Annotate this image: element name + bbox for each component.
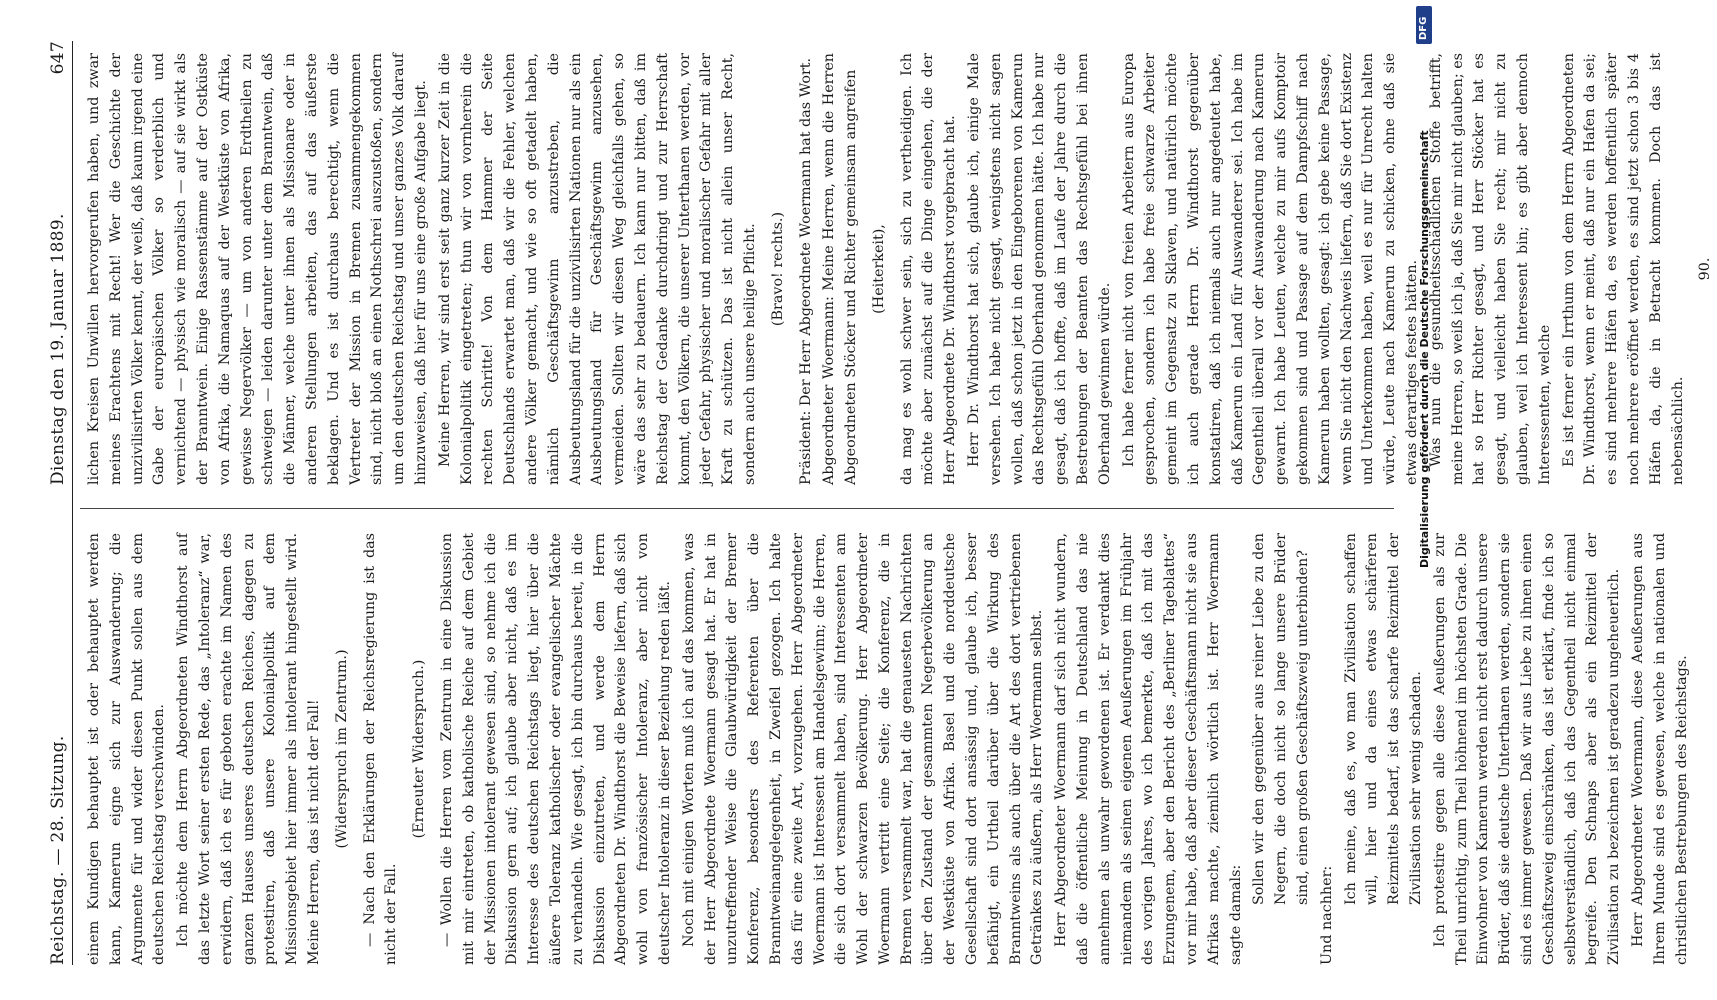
right-column-paragraph: (Bravo! rechts.) [769, 211, 786, 327]
right-column-paragraph: Es ist ferner ein Irrthum von dem Herrn Abgeordneten Dr. Windthorst, wenn er meint, daß nur ein Hafen da sei; es sind mehrere Häfen da, es werden hoffentlich später noch mehrere eröffnet werden, es sind jetzt schon 3 bis 4 Häfen da, die in Betracht kommen. Doch das ist nebensächlich. [1560, 53, 1686, 485]
right-column-paragraph: Ich habe ferner nicht von freien Arbeitern aus Europa gesprochen, sondern ich habe freie schwarze Arbeiter gemeint im Gegensatz zu Sklaven, und natürlich möchte ich auch gerade Herrn Dr. Windthorst gegenüber konstatiren, daß ich niemals auch nur angedeutet habe, daß Kamerun ein Land für Auswanderer sei. Ich habe im Gegentheil überall vor der Auswanderung nach Kamerun gewarnt. Ich habe Leuten, welche zu mir aufs Komptoir gekommen sind und Passage auf dem Dampfschiff nach Kamerun haben wollten, gesagt: ich gebe keine Passage, wenn Sie nicht den Nachweis liefern, daß Sie dort Existenz und Unterkommen haben, weil es nur für Unrecht halten würde, Leute nach Kamerun zu schicken, ohne daß sie etwas derartiges festes hätten. [1120, 53, 1421, 485]
right-column-paragraph: Herr Dr. Windthorst hat sich, glaube ich, einige Male versehen. Ich habe nicht gesagt, wenigstens nicht sagen wollen, daß schon jetzt in den Eingeborenen von Kamerun das Rechtsgefühl Oberhand genommen hätte. Ich habe nur gesagt, daß ich hoffte, daß im Laufe der Jahre durch die Bestrebungen der Beamten das Rechtsgefühl bei ihnen Oberhand gewinnen würde. [966, 53, 1113, 485]
left-column-paragraph: (Widerspruch im Zentrum.) [333, 649, 350, 849]
header-date: Dienstag den 19. Januar 1889. [48, 213, 68, 485]
right-column-paragraph: lichen Kreisen Unwillen hervorgerufen haben, und zwar meines Erachtens mit Recht! Wer die Geschichte der unzivilisirten Völker kennt, der weiß, daß kaum irgend eine Gabe der europäischen Völker so verderblich und vernichtend — physisch wie moralisch — auf sie wirkt als der Branntwein. Einige Rassenstämme auf der Ostküste von Afrika, die Namaquas auf der Westküste von Afrika, gewisse Negervölker — um von anderen Erdtheilen zu schweigen — leiden darunter unter dem Branntwein, daß die Männer, welche unter ihnen als Missionare oder in anderen Stellungen arbeiten, das auf das äußerste beklagen. Und es ist durchaus berechtigt, wenn die Vertreter der Mission in Bremen zusammengekommen sind, nicht bloß an einen Nothschrei auszustoßen, sondern um den deutschen Reichstag und unser ganzes Volk darauf hinzuweisen, daß hier für uns eine große Aufgabe liegt. [86, 53, 429, 485]
right-column-paragraph: Meine Herren, wir sind erst seit ganz kurzer Zeit in die Kolonialpolitik eingetreten; thun wir von vornherein die rechten Schritte! Von dem Hammer der Seite Deutschlands erwartet man, daß wir die Fehler, welchen andere Völker gemacht, und wie so oft getadelt haben, nämlich Geschäftsgewinn anzustreben, die Ausbeutungsland für die unzivilisirten Nationen nur als ein Ausbeutungsland für Geschäftsgewinn anzusehen, vermeiden. Sollten wir diesen Weg gleichfalls gehen, so wäre das sehr zu bedauern. Ich kann nur bitten, daß im Reichstag der Gedanke durchdringt und zur Herrschaft kommt, den Völkern, die unserer Unterthanen werden, vor jeder Gefahr, physischer und moralischer Gefahr mit aller Kraft zu schützen. Das ist nicht allein unser Recht, sondern auch unsere heilige Pflicht. [436, 53, 758, 485]
digitization-note [1418, 8, 1432, 568]
left-column-paragraph: Ich meine, daß es, wo man Zivilisation schaffen will, hier und da eines etwas schärferen Reizmittels bedarf, ist das scharfe Reizmittel der Zivilisation sehr wenig schaden. [1342, 533, 1425, 905]
right-column-paragraph: da mag es wohl schwer sein, sich zu vertheidigen. Ich möchte aber zunächst auf die Dinge eingehen, die der Herr Abgeordnete Dr. Windthorst vorgebracht hat. [898, 53, 959, 485]
footer-mark: 90. [1697, 257, 1714, 281]
page-header [38, 41, 73, 965]
digitization-note-text: Digitalisierung gefördert durch die Deutsche Forschungsgemeinschaft [1418, 130, 1431, 568]
left-column-paragraph: Und nachher: [1318, 865, 1335, 965]
left-column-paragraph: Herr Abgeordneter Woermann, diese Aeußerungen aus Ihrem Munde sind es gewesen, welche in nationalen und christlichen Bestrebungen des Reichstags. [1629, 533, 1690, 965]
left-column-paragraph: Ich möchte dem Herrn Abgeordneten Windthorst auf das letzte Wort seiner ersten Rede, das „Intoleranz“ war, erwidern, daß ich es für geboten erachte im Namen des ganzen Hauses unseres deutschen Reiches, dagegen zu protestiren, daß unsere Kolonialpolitik auf dem Missionsgebiet hier immer als intolerant hingestellt wird. Meine Herren, das ist nicht der Fall! [175, 533, 322, 965]
left-column-paragraph: — Wollen die Herren vom Zentrum in eine Diskussion mit mir eintreten, ob katholische Reiche auf dem Gebiet der Missionen intolerant gewesen sind, so nehme ich die Diskussion gern auf; ich glaube aber nicht, daß es im Interesse des deutschen Reichstags liegt, hier über die äußere Toleranz katholischer oder evangelischer Mächte zu verhandeln. Wie gesagt, ich bin durchaus bereit, in die Diskussion einzutreten, und werde dem Herrn Abgeordneten Dr. Windthorst die Beweise liefern, daß sich wohl von französischer Intoleranz, aber nicht von deutscher Intoleranz in dieser Beziehung reden läßt. [438, 533, 673, 965]
right-column-paragraph: (Heiterkeit), [870, 224, 887, 314]
column-divider [80, 508, 1394, 509]
page-number: 647 [48, 41, 68, 75]
left-column-paragraph: Noch mit einigen Worten muß ich auf das kommen, was der Herr Abgeordnete Woermann gesagt hat. Er hat in unzutreffender Weise die Glaubwürdigkeit der Bremer Konferenz, besonders des Referenten über die Branntweinangelegenheit, in Zweifel gezogen. Ich halte das für eine zweite Art, vorzugehen. Herr Abgeordneter Woermann ist Interessent am Handelsgewinn; die Herren, die sich dort versammelt haben, sind Interessenten am Wohl der schwarzen Bevölkerung. Herr Abgeordneter Woermann vertritt eine Seite; die Konferenz, die in Bremen versammelt war, hat die genauesten Nachrichten über den Zustand der gesammten Negerbevölkerung an der Westküste von Afrika. Basel und die norddeutsche Gesellschaft sind dort ansässig und, glaube ich, besser befähigt, ein Urtheil darüber über die Wirkung des Branntweins als auch über die Art des dort vertriebenen Getränkes zu äußern, als Herr Woermann selbst. [680, 533, 1046, 965]
right-column-paragraph: Abgeordneter Woermann: Meine Herren, wenn die Herren Abgeordneten Stöcker und Richter gemeinsam angreifen [821, 53, 860, 485]
left-column-paragraph: (Erneuter Widerspruch.) [411, 659, 428, 839]
left-column-paragraph: — Nach den Erklärungen der Reichsregierung ist das nicht der Fall. [361, 533, 400, 965]
dfg-logo [1416, 6, 1432, 44]
dfg-logo-text: DFG [1418, 16, 1429, 40]
left-column [84, 532, 1690, 965]
right-column-paragraph: Was nun die gesundheitsschädlichen Stoffe betrifft, meine Herren, so weiß ich ja, daß Sie mir nicht glauben; es hat so Herr Richter gesagt, und Herr Stöcker hat es gesagt, und vielleicht haben Sie recht; mir nicht zu glauben, weil ich Interessent bin; es gibt aber dennoch Interessenten, welche [1427, 53, 1553, 485]
right-column-paragraph: Präsident: Der Herr Abgeordnete Woermann hat das Wort. [797, 57, 814, 485]
header-left: Reichstag. — 28. Sitzung. [48, 735, 68, 965]
left-column-paragraph: Herr Abgeordneter Woermann darf sich nicht wundern, daß die öffentliche Meinung in Deutschland das nie annehmen als unwahr gewordenen ist. Er verdankt dies niemandem als seinen eigenen Aeußerungen im Frühjahr des vorigen Jahres, wo ich bemerkte, daß ich mit das Erzungenem, aber den Bericht des „Berliner Tageblattes“ vor mir habe, daß aber dieser Geschäftsmann nicht sie aus Afrikas machte, ziemlich wörtlich ist. Herr Woermann sagte damals: [1053, 533, 1244, 965]
left-column-paragraph: Sollen wir den gegenüber aus reiner Liebe zu den Negern, die doch nicht so lange unsere Brüder sind, einen großen Geschäftszweig unterbinden? [1251, 533, 1312, 905]
left-column-paragraph: einem Kundigen behauptet ist oder behauptet werden kann, Kamerun eigne sich zur Auswanderung; die Argumente für und wider diesen Punkt sollen aus dem deutschen Reichstag verschwinden. [86, 533, 168, 965]
left-column-paragraph: Ich protestire gegen alle diese Aeußerungen als zur Theil unrichtig, zum Theil höhnend im höchsten Grade. Die Einwohner von Kamerun werden nicht erst dadurch unsere Brüder, daß sie deutsche Unterthanen werden, sondern sie sind es immer gewesen. Daß wir aus Liebe zu ihnen einen Geschäftszweig einschränken, das ist erklärt, finde ich so selbstverständlich, daß ich das Gegentheil nicht einmal begreife. Den Schnaps aber als ein Reizmittel der Zivilisation zu bezeichnen ist geradezu ungeheuerlich. [1431, 532, 1623, 965]
